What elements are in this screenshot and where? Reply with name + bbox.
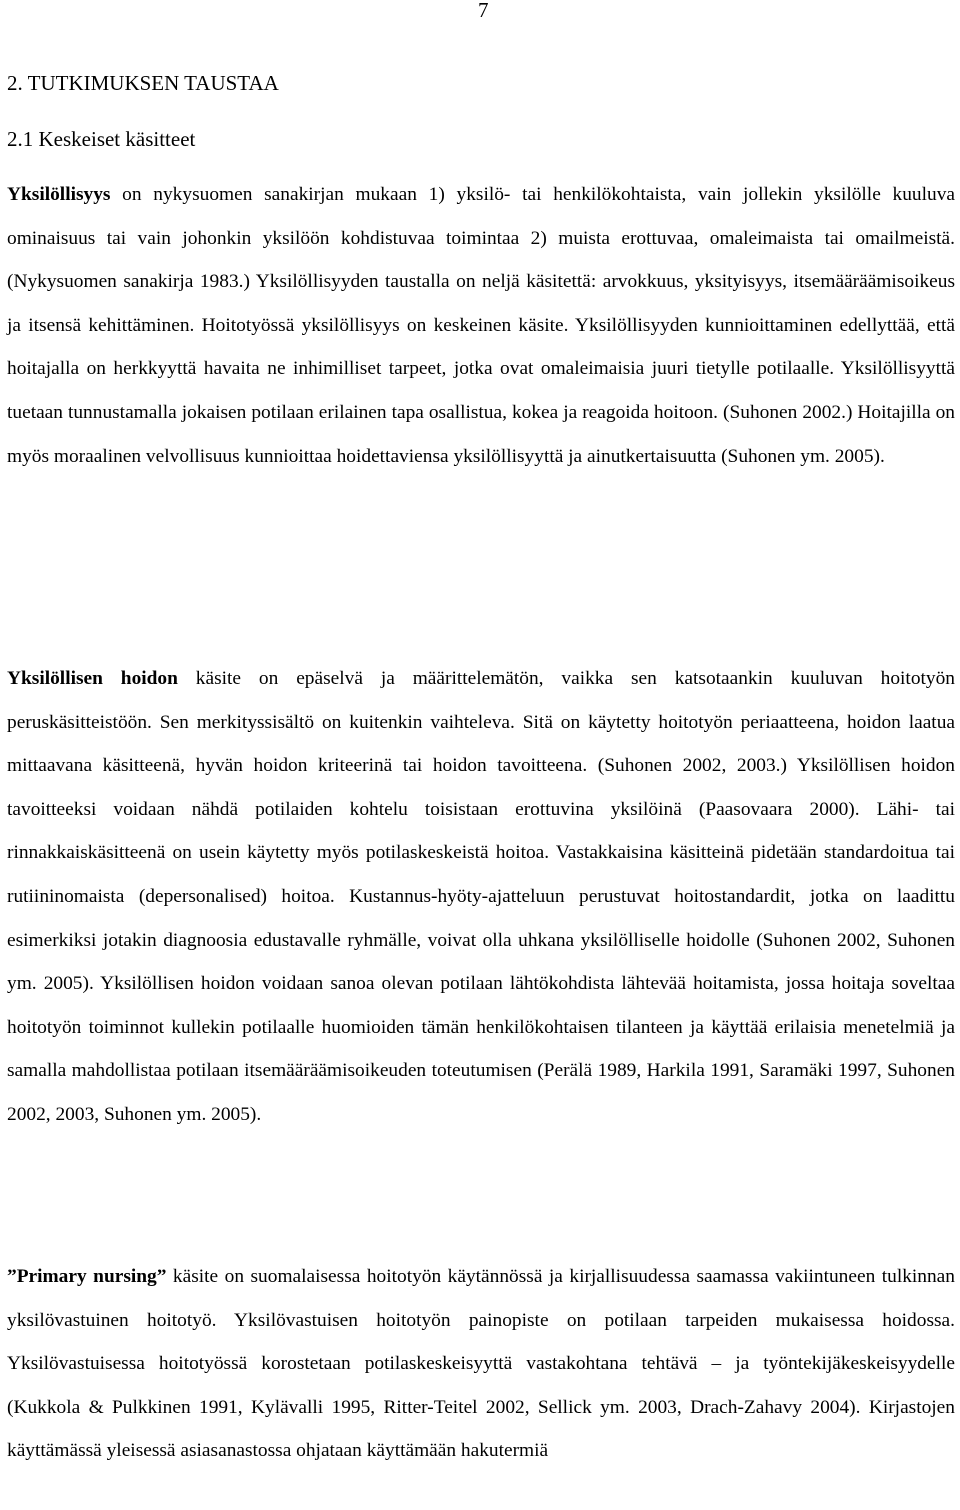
- paragraph-yksilollinen-hoito: [7, 657, 955, 1137]
- section-heading: 2.1 Keskeiset käsitteet: [7, 127, 196, 151]
- chapter-heading: 2. TUTKIMUKSEN TAUSTAA: [7, 71, 279, 95]
- paragraph-text: on nykysuomen sanakirjan mukaan 1) yksilö- tai henkilökohtaista, vain jollekin yksilölle kuuluva ominaisuus tai vain johonkin yksilöön kohdistuvaa toimintaa 2) muista erottuvaa, omaleimaista tai omailmeistä. (Nykysuomen sanakirja 1983.) Yksilöllisyyden taustalla on neljä käsitettä: arvokkuus, yksityisyys, itsemääräämisoikeus ja itsensä kehittäminen. Hoitotyössä yksilöllisyys on keskeinen käsite. Yksilöllisyyden kunnioittaminen edellyttää, että hoitajalla on herkkyyttä havaita ne inhimilliset tarpeet, jotka ovat omaleimaisia juuri tietylle potilaalle. Yksilöllisyyttä tuetaan tunnustamalla jokaisen potilaan erilainen tapa osallistua, kokea ja reagoida hoitoon. (Suhonen 2002.) Hoitajilla on myös moraalinen velvollisuus kunnioittaa hoidettaviensa yksilöllisyyttä ja ainutkertaisuutta (Suhonen ym. 2005).: [7, 184, 955, 467]
- paragraph-yksilollisyys: [7, 173, 955, 478]
- term-yksilollinen-hoito: Yksilöllisen hoidon: [7, 668, 178, 689]
- term-yksilollisyys: Yksilöllisyys: [7, 184, 111, 205]
- page-number: 7: [478, 0, 489, 22]
- term-primary-nursing: ”Primary nursing”: [7, 1266, 167, 1287]
- paragraph-primary-nursing: [7, 1255, 955, 1473]
- paragraph-text: käsite on suomalaisessa hoitotyön käytännössä ja kirjallisuudessa saamassa vakiintuneen tulkinnan yksilövastuinen hoitotyö. Yksilövastuisen hoitotyön painopiste on potilaan tarpeiden mukaisessa hoidossa. Yksilövastuisessa hoitotyössä korostetaan potilaskeskeisyyttä vastakohtana tehtävä – ja työntekijäkeskeisyydelle (Kukkola & Pulkkinen 1991, Kylävalli 1995, Ritter-Teitel 2002, Sellick ym. 2003, Drach-Zahavy 2004). Kirjastojen käyttämässä yleisessä asiasanastossa ohjataan käyttämään hakutermiä: [7, 1266, 955, 1462]
- paragraph-text: käsite on epäselvä ja määrittelemätön, vaikka sen katsotaankin kuuluvan hoitotyön peruskäsitteistöön. Sen merkityssisältö on kuitenkin vaihteleva. Sitä on käytetty hoitotyön periaatteena, hoidon laatua mittaavana käsitteenä, hyvän hoidon kriteerinä tai hoidon tavoitteena. (Suhonen 2002, 2003.) Yksilöllisen hoidon tavoitteeksi voidaan nähdä potilaiden kohtelu toisistaan erottuvina yksilöinä (Paasovaara 2000). Lähi- tai rinnakkaiskäsitteenä on usein käytetty myös potilaskeskeistä hoitoa. Vastakkaisina käsitteinä pidetään standardoitua tai rutiininomaista (depersonalised) hoitoa. Kustannus-hyöty-ajatteluun perustuvat hoitostandardit, jotka on laadittu esimerkiksi jotakin diagnoosia edustavalle ryhmälle, voivat olla uhkana yksilölliselle hoidolle (Suhonen 2002, Suhonen ym. 2005). Yksilöllisen hoidon voidaan sanoa olevan potilaan lähtökohdista lähtevää hoitamista, jossa hoitaja soveltaa hoitotyön toiminnot kullekin potilaalle huomioiden tämän henkilökohtaisen tilanteen ja käyttää erilaisia menetelmiä ja samalla mahdollistaa potilaan itsemääräämisoikeuden toteutumisen (Perälä 1989, Harkila 1991, Saramäki 1997, Suhonen 2002, 2003, Suhonen ym. 2005).: [7, 668, 955, 1125]
